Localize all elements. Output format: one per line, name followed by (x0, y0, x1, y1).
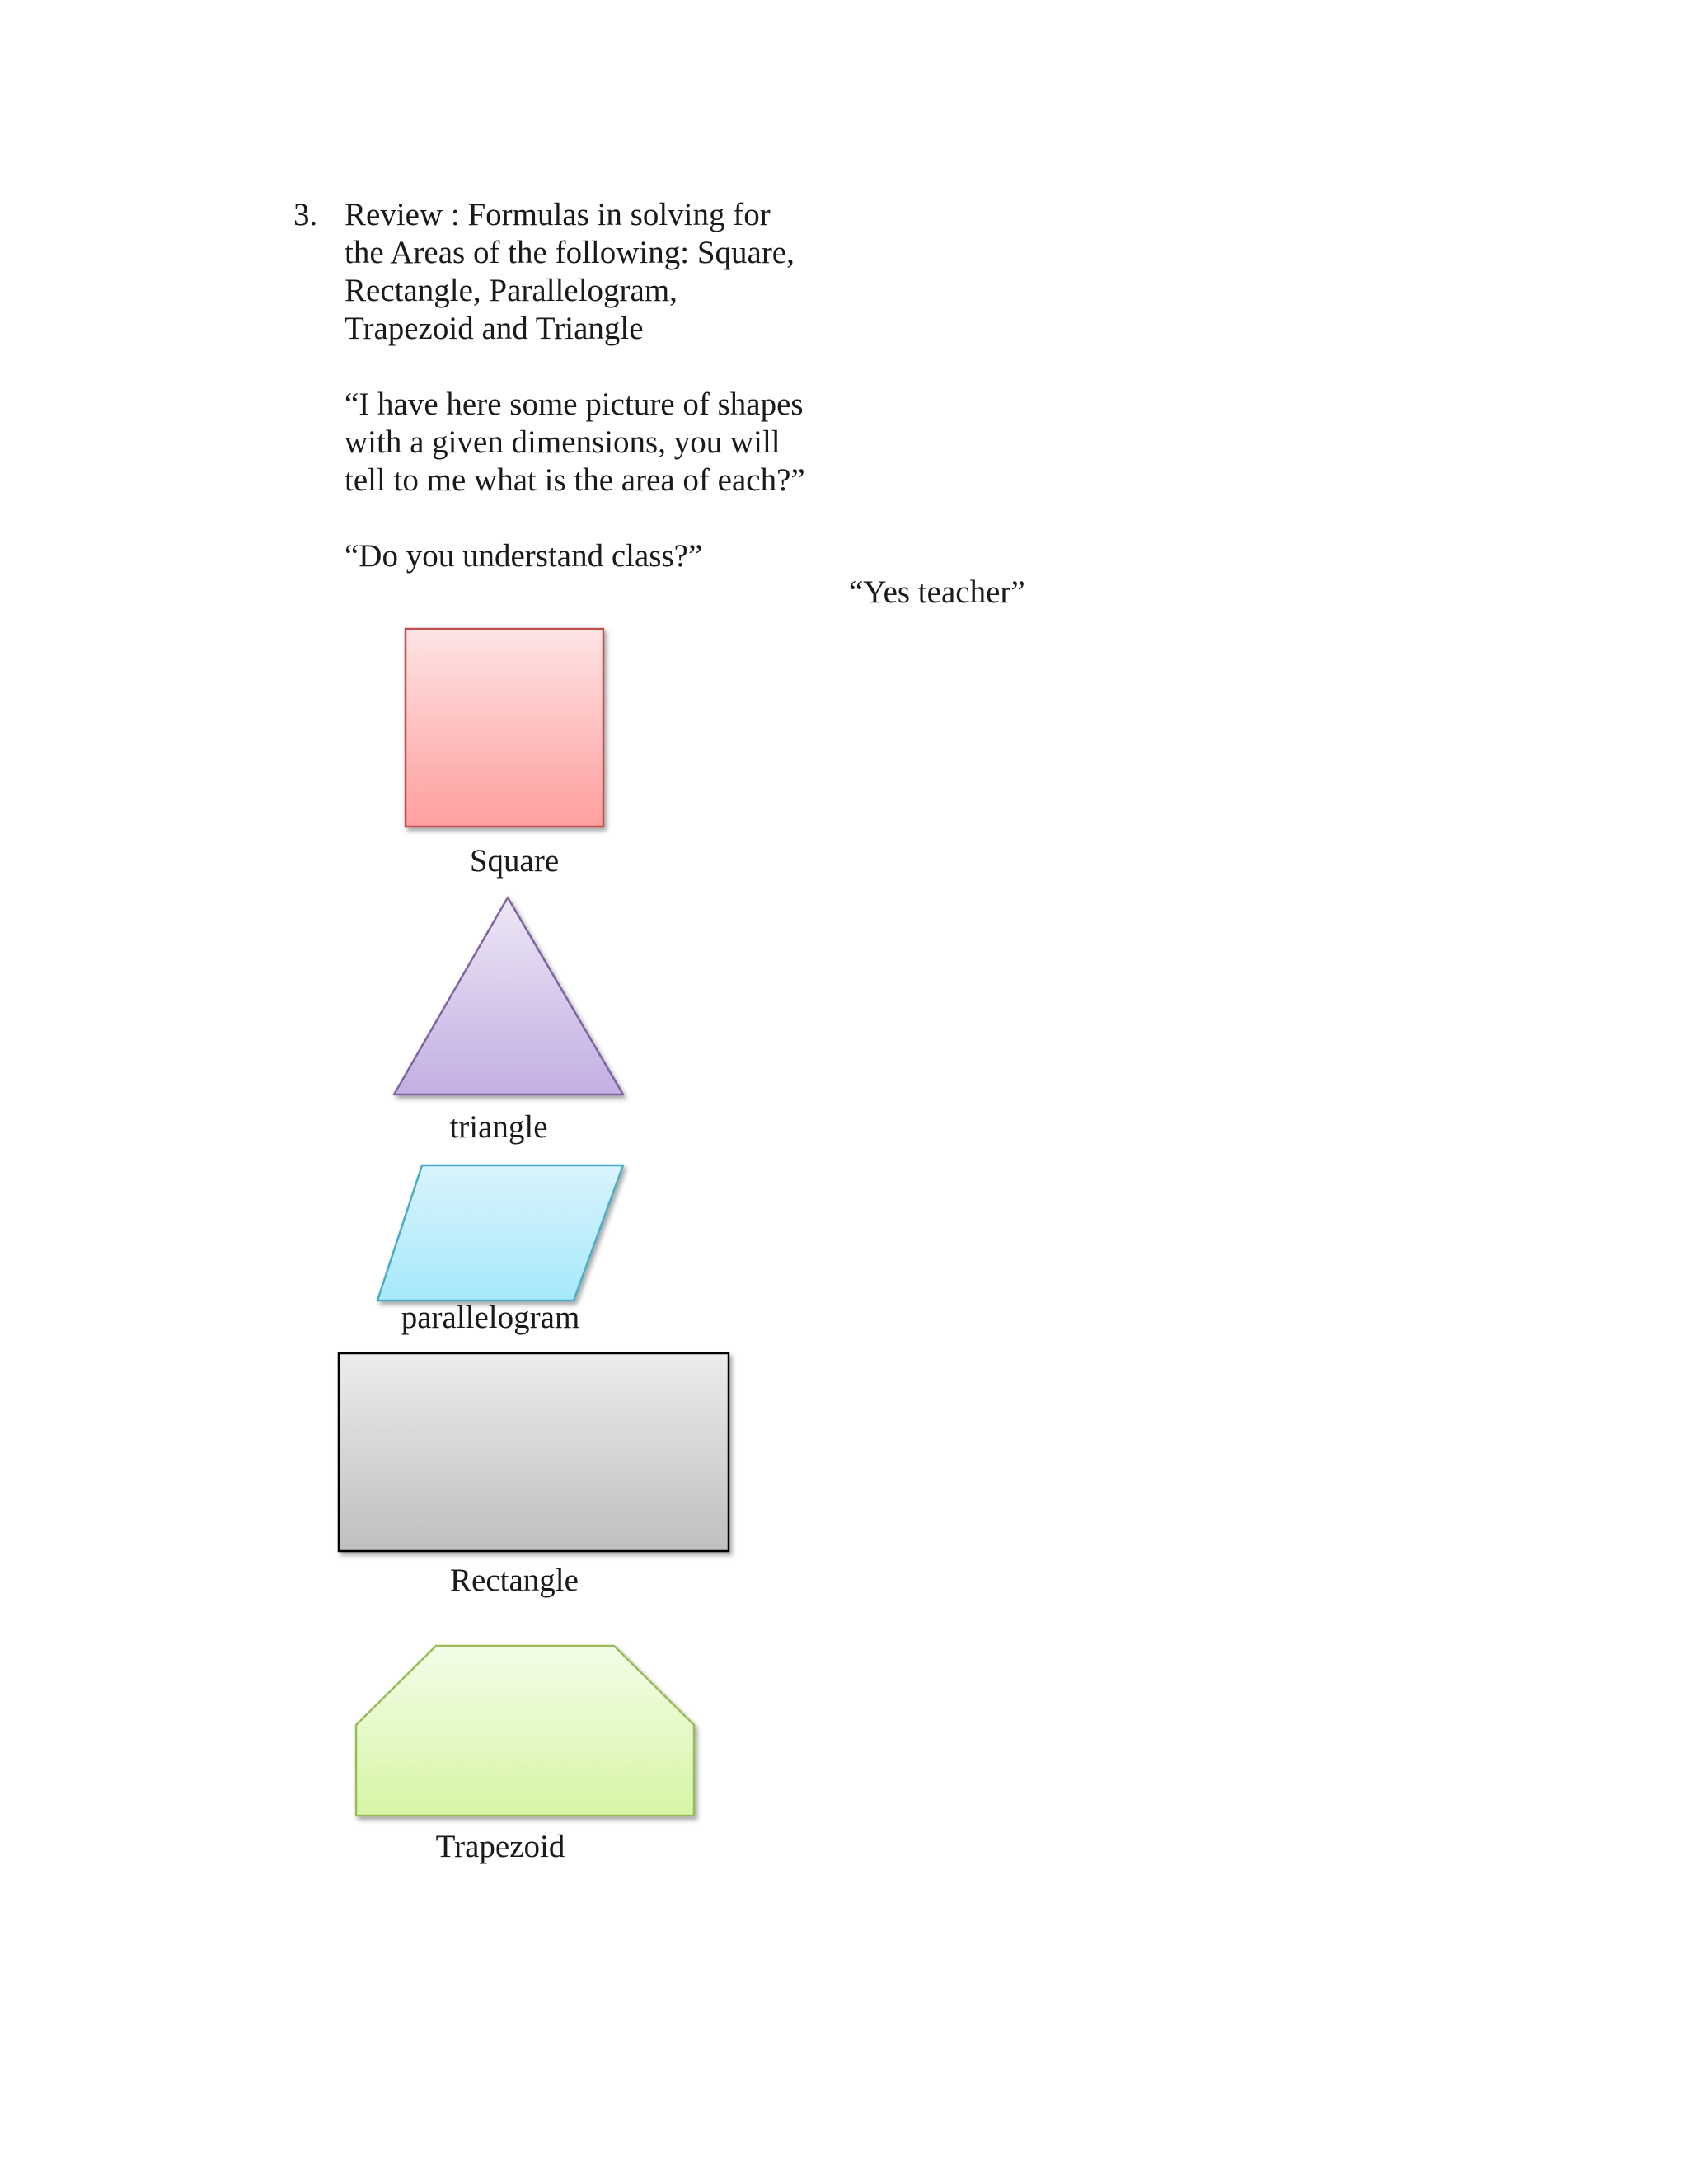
rectangle-label: Rectangle (450, 1563, 579, 1598)
teacher-prompt-line: “I have here some picture of shapes (345, 387, 804, 422)
student-answer: “Yes teacher” (849, 574, 1025, 610)
review-line: Review : Formulas in solving for (345, 197, 771, 232)
item-number: 3. (293, 197, 318, 232)
review-line: Rectangle, Parallelogram, (345, 273, 678, 308)
review-line: Trapezoid and Triangle (345, 311, 644, 346)
triangle-shape (394, 898, 623, 1094)
trapezoid-shape (356, 1646, 694, 1816)
rectangle-shape (339, 1353, 729, 1551)
parallelogram-shape (377, 1165, 623, 1301)
square-label: Square (469, 843, 560, 879)
teacher-prompt-line: tell to me what is the area of each?” (345, 462, 805, 498)
parallelogram-label: parallelogram (401, 1300, 580, 1335)
teacher-prompt-line: with a given dimensions, you will (345, 424, 781, 460)
teacher-question: “Do you understand class?” (345, 538, 703, 574)
square-shape (406, 629, 603, 827)
trapezoid-label: Trapezoid (435, 1829, 565, 1864)
review-line: the Areas of the following: Square, (345, 235, 795, 270)
triangle-label: triangle (449, 1109, 548, 1145)
